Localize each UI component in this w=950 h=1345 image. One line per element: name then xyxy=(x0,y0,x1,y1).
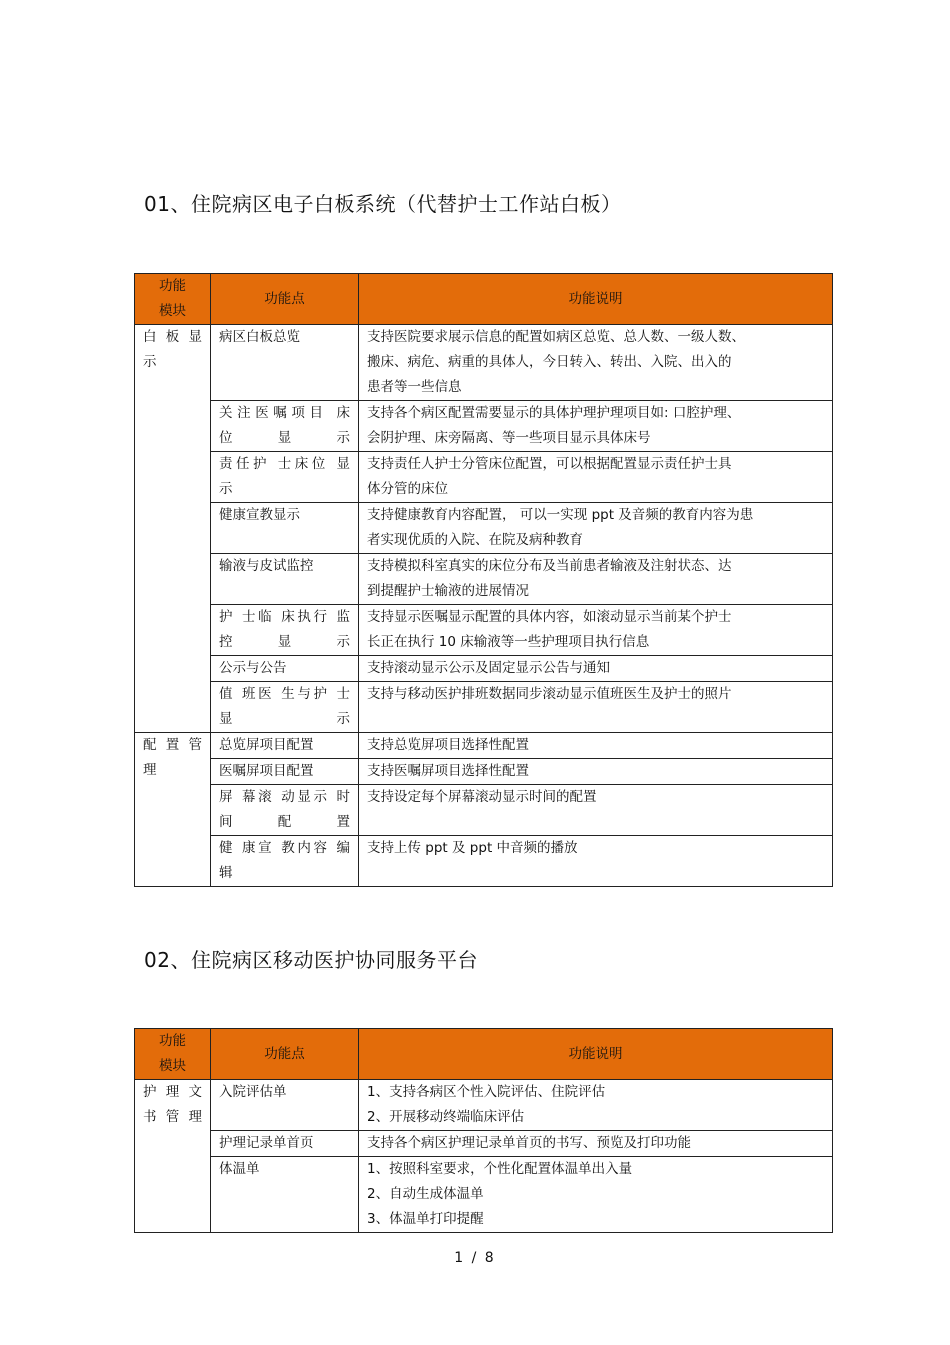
table-row xyxy=(135,554,833,605)
point-cell: 公示与公告 xyxy=(211,656,359,682)
point-cell: 健 康宣 教内容 编 辑 xyxy=(211,836,359,887)
table-row xyxy=(135,656,833,682)
header-desc: 功能说明 xyxy=(359,1029,833,1080)
table-row xyxy=(135,759,833,785)
point-cell: 病区白板总览 xyxy=(211,325,359,401)
section2-title: 02、住院病区移动医护协同服务平台 xyxy=(144,948,478,972)
header-module: 功能 模块 xyxy=(135,274,211,325)
point-cell: 值 班医 生与护 士 显示 xyxy=(211,682,359,733)
section1-table xyxy=(134,273,833,887)
point-cell: 体温单 xyxy=(211,1157,359,1233)
point-cell: 屏 幕滚 动显示 时 间配置 xyxy=(211,785,359,836)
desc-cell: 支持滚动显示公示及固定显示公告与通知 xyxy=(359,656,833,682)
section1-title: 01、住院病区电子白板系统（代替护士工作站白板） xyxy=(144,192,622,216)
table-row xyxy=(135,325,833,401)
desc-cell: 支持显示医嘱显示配置的具体内容，如滚动显示当前某个护士 长正在执行 10 床输液等一些护理项目执行信息 xyxy=(359,605,833,656)
table-row xyxy=(135,1080,833,1131)
header-desc: 功能说明 xyxy=(359,274,833,325)
table-row xyxy=(135,605,833,656)
point-cell: 责任护 士床位 显 示 xyxy=(211,452,359,503)
desc-cell: 1、支持各病区个性入院评估、住院评估 2、开展移动终端临床评估 xyxy=(359,1080,833,1131)
point-cell: 护理记录单首页 xyxy=(211,1131,359,1157)
desc-cell: 1、按照科室要求，个性化配置体温单出入量 2、自动生成体温单 3、体温单打印提醒 xyxy=(359,1157,833,1233)
table-row xyxy=(135,836,833,887)
table-row xyxy=(135,733,833,759)
table-row xyxy=(135,1157,833,1233)
point-cell: 关注医嘱项目 床 位显示 xyxy=(211,401,359,452)
desc-cell: 支持与移动医护排班数据同步滚动显示值班医生及护士的照片 xyxy=(359,682,833,733)
module-cell: 配置管 理 xyxy=(135,733,211,887)
table-row xyxy=(135,785,833,836)
table-header-row xyxy=(135,274,833,325)
desc-cell: 支持各个病区配置需要显示的具体护理护理项目如: 口腔护理、 会阴护理、床旁隔离、等一些项目显示具体床号 xyxy=(359,401,833,452)
header-module: 功能 模块 xyxy=(135,1029,211,1080)
point-cell: 入院评估单 xyxy=(211,1080,359,1131)
module-cell: 护理文 书管理 xyxy=(135,1080,211,1233)
table-row xyxy=(135,682,833,733)
page-number: 1 / 8 xyxy=(454,1250,496,1266)
point-cell: 护 士临 床执行 监 控显示 xyxy=(211,605,359,656)
table-row xyxy=(135,401,833,452)
header-point: 功能点 xyxy=(211,274,359,325)
desc-cell: 支持上传 ppt 及 ppt 中音频的播放 xyxy=(359,836,833,887)
table-header-row xyxy=(135,1029,833,1080)
desc-cell: 支持总览屏项目选择性配置 xyxy=(359,733,833,759)
header-point: 功能点 xyxy=(211,1029,359,1080)
desc-cell: 支持健康教育内容配置， 可以一实现 ppt 及音频的教育内容为患 者实现优质的入院、在院及病种教育 xyxy=(359,503,833,554)
point-cell: 总览屏项目配置 xyxy=(211,733,359,759)
table-row xyxy=(135,452,833,503)
desc-cell: 支持医嘱屏项目选择性配置 xyxy=(359,759,833,785)
table-row xyxy=(135,1131,833,1157)
point-cell: 输液与皮试监控 xyxy=(211,554,359,605)
desc-cell: 支持模拟科室真实的床位分布及当前患者输液及注射状态、达 到提醒护士输液的进展情况 xyxy=(359,554,833,605)
desc-cell: 支持责任人护士分管床位配置，可以根据配置显示责任护士具 体分管的床位 xyxy=(359,452,833,503)
point-cell: 健康宣教显示 xyxy=(211,503,359,554)
point-cell: 医嘱屏项目配置 xyxy=(211,759,359,785)
section2-table xyxy=(134,1028,833,1233)
module-cell: 白板显 示 xyxy=(135,325,211,733)
table-row xyxy=(135,503,833,554)
desc-cell: 支持医院要求展示信息的配置如病区总览、总人数、一级人数、 搬床、病危、病重的具体人，今日转入、转出、入院、出入的 患者等一些信息 xyxy=(359,325,833,401)
desc-cell: 支持设定每个屏幕滚动显示时间的配置 xyxy=(359,785,833,836)
desc-cell: 支持各个病区护理记录单首页的书写、预览及打印功能 xyxy=(359,1131,833,1157)
